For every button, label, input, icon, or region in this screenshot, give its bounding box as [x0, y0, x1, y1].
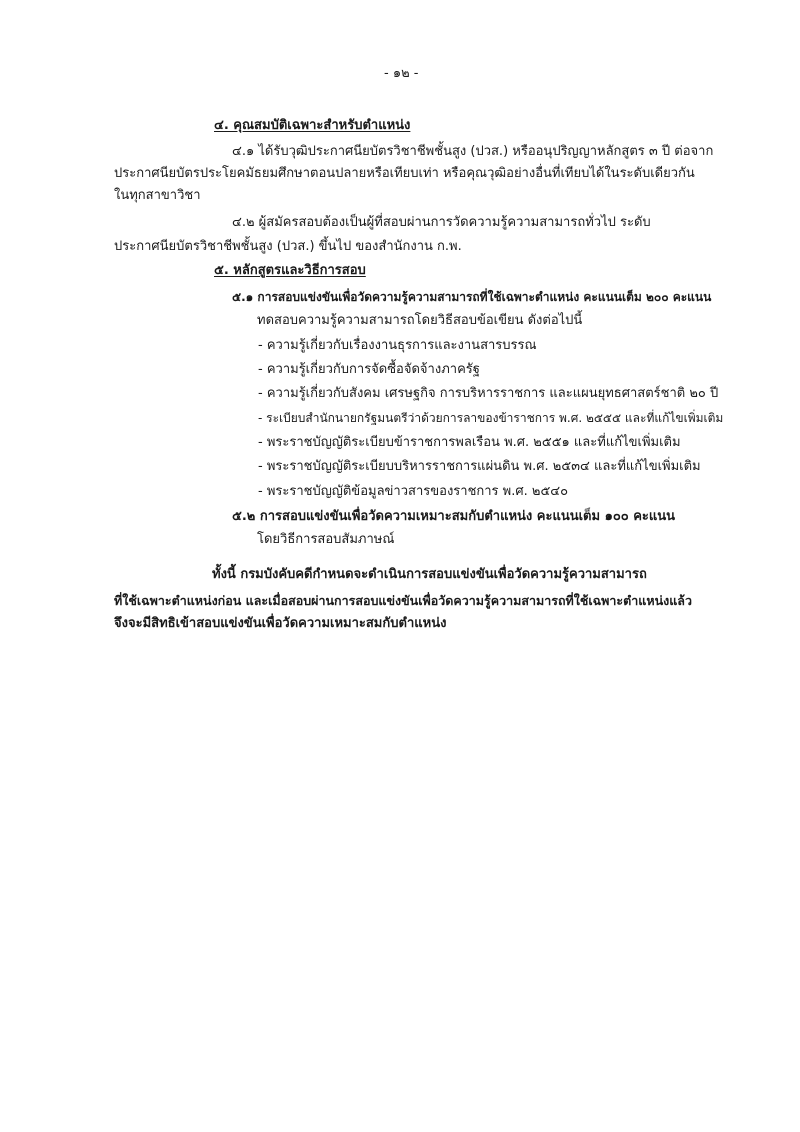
section-5-1-intro: ทดสอบความรู้ความสามารถโดยวิธีสอบข้อเขียน ดังต่อไปนี้ [257, 313, 583, 328]
list-item: - ความรู้เกี่ยวกับสังคม เศรษฐกิจ การบริหารราชการ และแผนยุทธศาสตร์ชาติ ๒๐ ปี [258, 386, 719, 401]
closing-line-3: จึงจะมีสิทธิเข้าสอบแข่งขันเพื่อวัดความเหมาะสมกับตำแหน่ง [114, 616, 447, 631]
para-4-2-line-2: ประกาศนียบัตรวิชาชีพชั้นสูง (ปวส.) ขึ้นไป ของสำนักงาน ก.พ. [114, 239, 462, 254]
list-item: - พระราชบัญญัติข้อมูลข่าวสารของราชการ พ.ศ. ๒๕๔๐ [258, 484, 569, 499]
section-5-2-intro: โดยวิธีการสอบสัมภาษณ์ [257, 532, 395, 547]
para-4-1-line-3: ในทุกสาขาวิชา [114, 188, 201, 203]
para-4-1-line-2: ประกาศนียบัตรประโยคมัธยมศึกษาตอนปลายหรือเทียบเท่า หรือคุณวุฒิอย่างอื่นที่เทียบได้ในระดับเดียวกัน [114, 166, 695, 181]
para-4-1-line-1: ๔.๑ ได้รับวุฒิประกาศนียบัตรวิชาชีพชั้นสูง (ปวส.) หรืออนุปริญญาหลักสูตร ๓ ปี ต่อจาก [232, 144, 714, 159]
list-item: - พระราชบัญญัติระเบียบข้าราชการพลเรือน พ.ศ. ๒๕๕๑ และที่แก้ไขเพิ่มเติม [258, 435, 681, 450]
list-item: - ความรู้เกี่ยวกับเรื่องงานธุรการและงานสารบรรณ [258, 338, 537, 353]
section-4-heading: ๔. คุณสมบัติเฉพาะสำหรับตำแหน่ง [214, 118, 411, 133]
list-item: - ระเบียบสำนักนายกรัฐมนตรีว่าด้วยการลาของข้าราชการ พ.ศ. ๒๕๕๕ และที่แก้ไขเพิ่มเติม [258, 411, 724, 425]
section-5-1-heading: ๕.๑ การสอบแข่งขันเพื่อวัดความรู้ความสามารถที่ใช้เฉพาะตำแหน่ง คะแนนเต็ม ๒๐๐ คะแนน [232, 290, 712, 304]
closing-line-1: ทั้งนี้ กรมบังคับคดีกำหนดจะดำเนินการสอบแข่งขันเพื่อวัดความรู้ความสามารถ [212, 567, 647, 582]
section-5-2-heading: ๕.๒ การสอบแข่งขันเพื่อวัดความเหมาะสมกับตำแหน่ง คะแนนเต็ม ๑๐๐ คะแนน [232, 509, 676, 524]
list-item: - ความรู้เกี่ยวกับการจัดซื้อจัดจ้างภาครัฐ [258, 362, 480, 377]
closing-line-2: ที่ใช้เฉพาะตำแหน่งก่อน และเมื่อสอบผ่านการสอบแข่งขันเพื่อวัดความรู้ความสามารถที่ใช้เฉพาะตำแหน่งแล้ว [114, 593, 692, 608]
section-5-heading: ๕. หลักสูตรและวิธีการสอบ [214, 263, 366, 278]
page-number: - ๑๒ - [384, 66, 419, 81]
list-item: - พระราชบัญญัติระเบียบบริหารราชการแผ่นดิน พ.ศ. ๒๕๓๔ และที่แก้ไขเพิ่มเติม [258, 459, 701, 474]
para-4-2-line-1: ๔.๒ ผู้สมัครสอบต้องเป็นผู้ที่สอบผ่านการวัดความรู้ความสามารถทั่วไป ระดับ [232, 215, 651, 230]
